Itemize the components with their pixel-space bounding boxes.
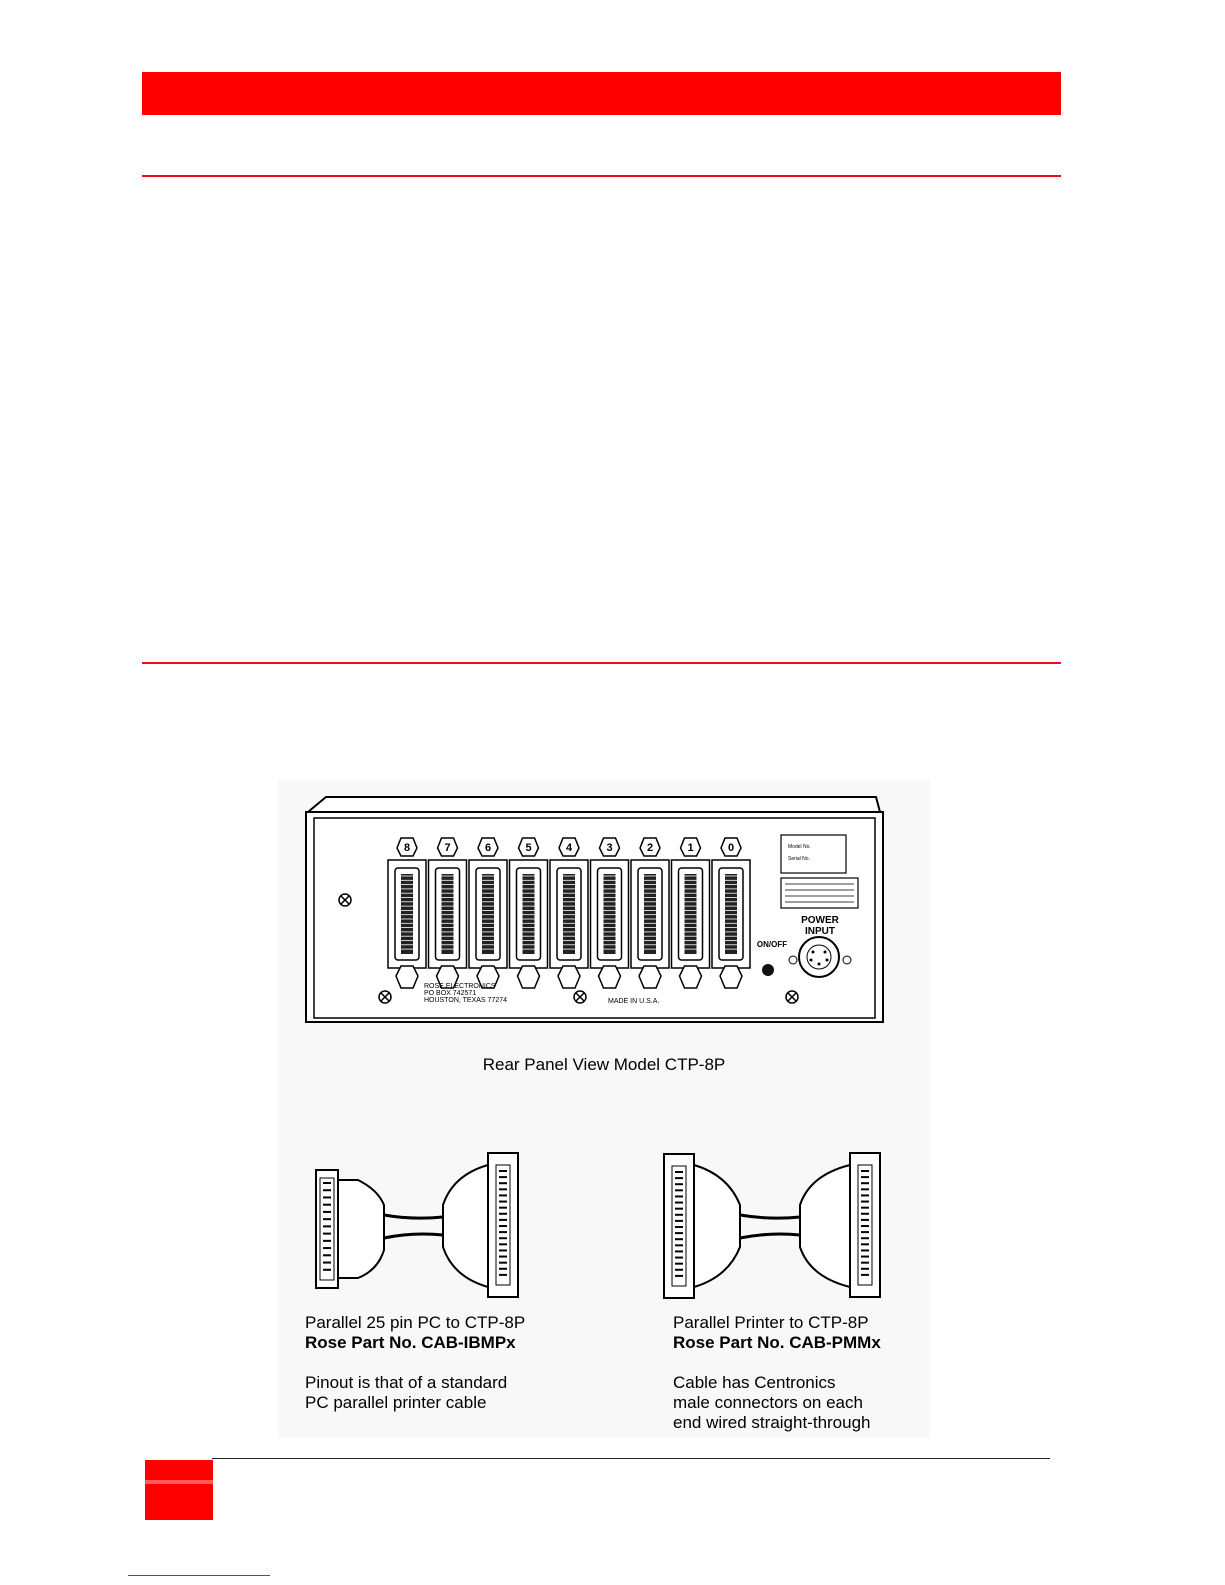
power-input-connector: [799, 937, 839, 977]
port-number-label: 6: [484, 842, 492, 854]
port-number-label: 3: [606, 842, 613, 854]
port-number-label: 2: [646, 842, 654, 854]
port-1: [672, 838, 710, 988]
left-cable-part-number: Rose Part No. CAB-IBMPx: [305, 1333, 516, 1352]
right-cable-note-line2: male connectors on each: [673, 1393, 863, 1412]
right-cable-note-line1: Cable has Centronics: [673, 1373, 836, 1392]
port-4: [550, 838, 588, 988]
port-3: [591, 838, 629, 988]
port-number-label: 1: [687, 842, 694, 854]
footer-rule: [212, 1458, 1050, 1459]
rear-panel-caption: Rear Panel View Model CTP-8P: [482, 1055, 726, 1074]
port-6: [469, 838, 507, 988]
made-in-usa: MADE IN U.S.A.: [608, 998, 660, 1005]
cable-diagram-figure: [278, 780, 930, 1438]
port-number-label: 5: [525, 842, 532, 854]
port-2: [631, 838, 669, 988]
left-cable-description: [305, 1313, 595, 1413]
address-line3: HOUSTON, TEXAS 77274: [424, 997, 507, 1004]
right-cable-note-line3: end wired straight-through: [673, 1413, 871, 1432]
power-label-line1: POWER: [801, 915, 839, 926]
port-8: [388, 838, 426, 988]
left-cable-note-line2: PC parallel printer cable: [305, 1393, 487, 1412]
port-0: [712, 838, 750, 988]
section-rule-top: [142, 175, 1061, 177]
header-bar: [142, 72, 1061, 115]
serial-no-label: Serial No.: [788, 856, 810, 862]
power-label-line2: INPUT: [805, 926, 835, 937]
address-line1: ROSE ELECTRONICS: [424, 983, 496, 990]
model-no-label: Model No.: [788, 844, 811, 850]
right-cable-illustration: [664, 1153, 880, 1298]
section-rule-middle: [142, 662, 1061, 664]
right-cable-title: Parallel Printer to CTP-8P: [673, 1313, 869, 1332]
port-number-label: 7: [444, 842, 451, 854]
page-number-tab: [145, 1460, 213, 1520]
right-cable-description: [673, 1313, 933, 1433]
left-cable-title: Parallel 25 pin PC to CTP-8P: [305, 1313, 526, 1332]
right-cable-part-number: Rose Part No. CAB-PMMx: [673, 1333, 881, 1352]
onoff-label: ON/OFF: [756, 940, 788, 949]
port-5: [510, 838, 548, 988]
port-7: [429, 838, 467, 988]
address-line2: PO BOX 742571: [424, 990, 477, 997]
left-cable-illustration: [316, 1153, 518, 1297]
port-number-label: 8: [403, 842, 411, 854]
onoff-switch: [762, 964, 774, 976]
ports-group: [388, 838, 750, 988]
port-number-label: 4: [565, 842, 573, 854]
port-number-label: 0: [727, 842, 735, 854]
left-cable-note-line1: Pinout is that of a standard: [305, 1373, 508, 1392]
footer-link-underline: [128, 1575, 270, 1576]
